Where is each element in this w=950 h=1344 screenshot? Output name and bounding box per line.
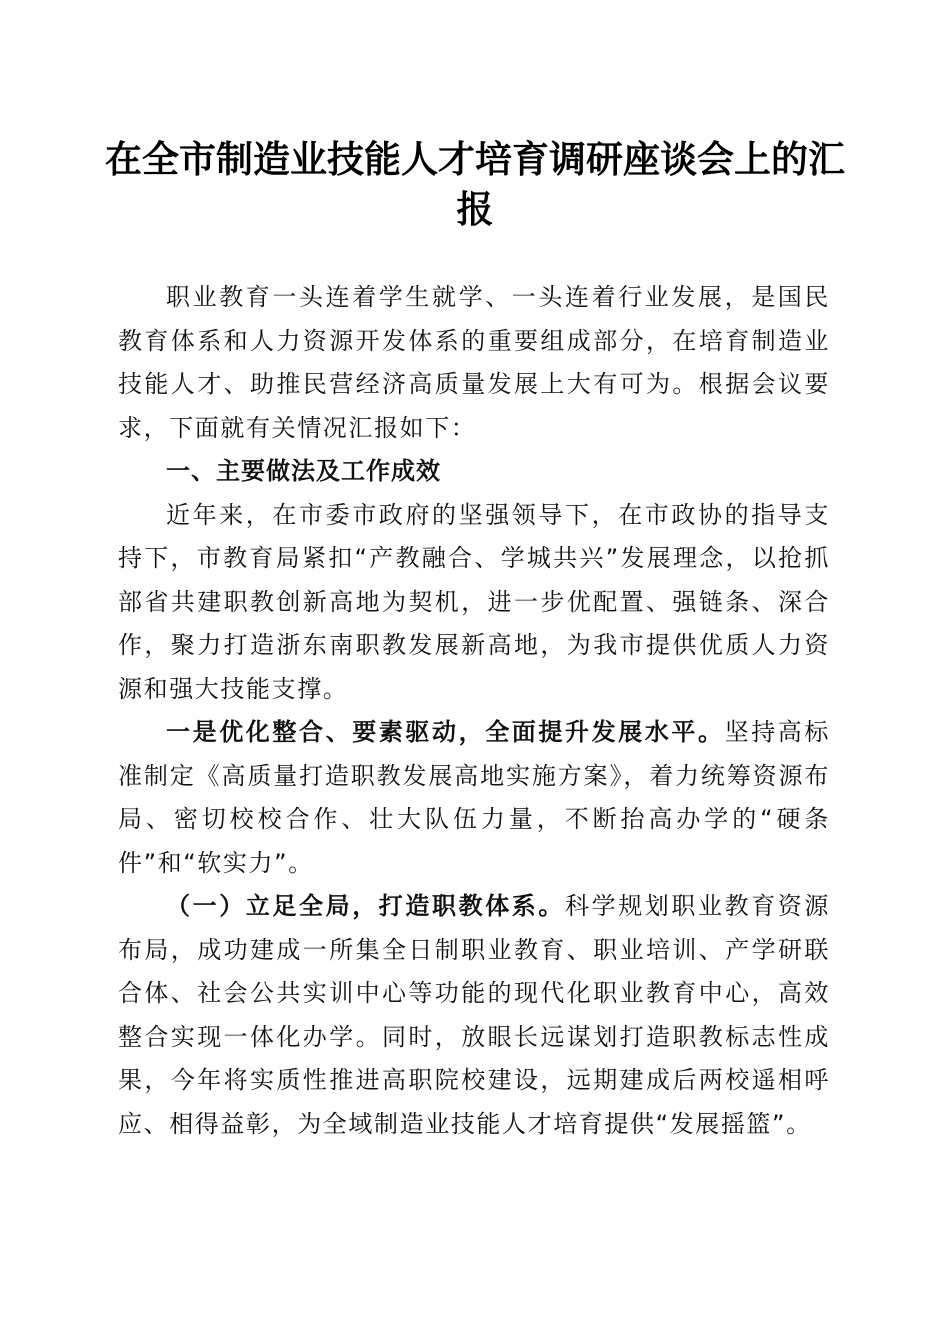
subpoint-one-text: 科学规划职业教育资源布局，成功建成一所集全日制职业教育、职业培训、产学研联合体、社会公共实训中心等功能的现代化职业教育中心，高效整合实现一体化办学。同时，放眼长远谋划打造职教标志性成果，今年将实质性推进高职院校建设，远期建成后两校遥相呼应、相得益彰，为全域制造业技能人才培育提供“发展摇篮”。	[118, 892, 830, 1138]
point-one-lead: 一是优化整合、要素驱动，全面提升发展水平。	[166, 718, 725, 746]
document-title: 在全市制造业技能人才培育调研座谈会上的汇报	[105, 137, 845, 231]
point-one-paragraph	[118, 711, 830, 885]
subpoint-one-lead: （一）立足全局，打造职教体系。	[166, 892, 565, 920]
section-heading: 一、主要做法及工作成效	[166, 457, 441, 485]
subpoint-one-paragraph	[118, 885, 830, 1146]
point-one-text: 坚持高标准制定《高质量打造职教发展高地实施方案》，着力统筹资源布局、密切校校合作、壮大队伍力量，不断抬高办学的“硬条件”和“软实力”。	[118, 718, 830, 877]
achievements-paragraph	[118, 494, 830, 712]
achievements-text: 近年来，在市委市政府的坚强领导下，在市政协的指导支持下，市教育局紧扣“产教融合、学城共兴”发展理念，以抢抓部省共建职教创新高地为契机，进一步优配置、强链条、深合作，聚力打造浙东南职教发展新高地，为我市提供优质人力资源和强大技能支撑。	[118, 500, 830, 703]
document-body	[118, 276, 830, 1146]
intro-text: 职业教育一头连着学生就学、一头连着行业发展，是国民教育体系和人力资源开发体系的重要组成部分，在培育制造业技能人才、助推民营经济高质量发展上大有可为。根据会议要求，下面就有关情况汇报如下：	[118, 283, 830, 442]
intro-paragraph	[118, 276, 830, 450]
